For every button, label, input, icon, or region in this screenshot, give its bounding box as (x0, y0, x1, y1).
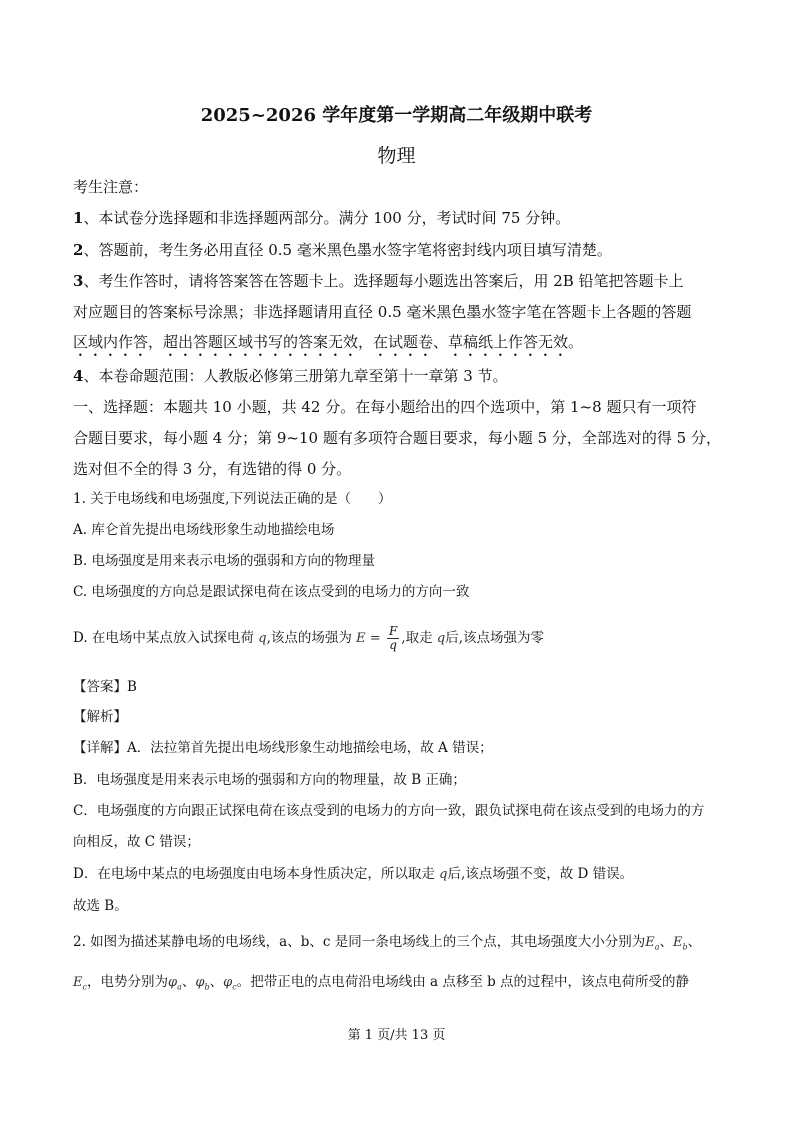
subscript: b (682, 942, 688, 952)
q1-option-d-text-3: ,取走 (401, 630, 433, 646)
charge-symbol: q (439, 867, 448, 882)
q1-option-d-text-2: ,该点的场强为 (266, 630, 352, 646)
q1-detail-a: 【详解】A．法拉第首先提出电场线形象生动地描绘电场，故 A 错误； (73, 740, 493, 756)
field-strength-c (73, 975, 87, 990)
notice-item-text: 、本卷命题范围：人教版必修第三册第九章至第十一章第 3 节。 (83, 367, 508, 385)
q2-line-2 (73, 972, 733, 998)
section-instructions-line-3: 选对但不全的得 3 分，有选错的得 0 分。 (73, 460, 352, 478)
subscript: a (177, 982, 182, 992)
q1-detail-d-text-1: D．在电场中某点的电场强度由电场本身性质决定，所以取走 (73, 866, 435, 882)
q1-detail-d (73, 864, 733, 885)
section-instructions-line-2: 合题目要求，每小题 4 分；第 9~10 题有多项符合题目要求，每小题 5 分，全部选对的得 5 分， (73, 429, 721, 447)
notice-item-3-cont: 对应题目的答案标号涂黑；非选择题请用直径 0.5 毫米黑色墨水签字笔在答题卡上各题的答题 (73, 303, 692, 321)
q2-line-1-text: 2. 如图为描述某静电场的电场线，a、b、c 是同一条电场线上的三个点，其电场强度大小分别为 (73, 934, 646, 950)
separator: 、 (687, 934, 702, 950)
notice-item-1 (73, 208, 733, 228)
subscript: c (82, 982, 87, 992)
q1-option-b: B. 电场强度是用来表示电场的强弱和方向的物理量 (73, 553, 376, 569)
separator: 、 (659, 934, 673, 950)
q1-stem: 1. 关于电场线和电场强度,下列说法正确的是（ ） (73, 491, 392, 507)
notice-item-3-cont-emphasis: 区域内作答，超出答题区域书写的答案无效，在试题卷、草稿纸上作答无效。 (73, 333, 584, 351)
charge-symbol: q (258, 631, 267, 646)
potential-b (195, 975, 209, 990)
exam-subject: 物理 (377, 145, 416, 167)
q1-answer: 【答案】B (73, 679, 137, 695)
field-formula-fraction (387, 625, 399, 652)
field-strength-b (673, 935, 688, 950)
q2-line-1 (73, 932, 733, 958)
notice-item-number: 1 (73, 209, 84, 227)
section-instructions-line-1: 一、选择题：本题共 10 小题，共 42 分。在每小题给出的四个选项中，第 1~8 题只有一项符 (73, 398, 697, 416)
notice-item-number: 4 (73, 367, 84, 385)
notice-item-text: 、本试卷分选择题和非选择题两部分。满分 100 分，考试时间 75 分钟。 (83, 209, 571, 227)
q1-conclusion: 故选 B。 (73, 898, 128, 914)
charge-symbol: q (436, 631, 446, 646)
q2-line-2-text-1: ，电势分别为 (86, 974, 168, 990)
page-number: 第 1 页/共 13 页 (347, 1028, 446, 1043)
notice-item-4 (73, 366, 733, 386)
notice-item-number: 3 (73, 272, 84, 290)
field-strength-a (645, 935, 659, 950)
subscript: c (232, 982, 237, 992)
notice-heading: 考生注意： (73, 178, 149, 196)
q1-option-d-text-4: 后,该点场强为零 (445, 630, 545, 646)
exam-title: 2025~2026 学年度第一学期高二年级期中联考 (200, 105, 593, 126)
q1-detail-b: B．电场强度是用来表示电场的强弱和方向的物理量，故 B 正确； (73, 772, 466, 788)
symbol: E (645, 935, 655, 950)
symbol: E (73, 975, 83, 990)
subscript: b (204, 982, 210, 992)
q1-option-d (73, 625, 733, 652)
symbol: φ (195, 975, 205, 990)
q2-line-2-text-2: 。把带正电的点电荷沿电场线由 a 点移至 b 点的过程中，该点电荷所受的静 (236, 974, 690, 990)
q1-detail-c-cont: 向相反，故 C 错误； (73, 834, 200, 850)
notice-item-3 (73, 271, 733, 291)
subscript: a (654, 942, 660, 952)
notice-item-2 (73, 240, 733, 260)
notice-item-number: 2 (73, 241, 84, 259)
q1-detail-d-text-2: 后,该点场强不变，故 D 错误。 (447, 866, 634, 882)
notice-item-text: 、答题前，考生务必用直径 0.5 毫米黑色墨水签字笔将密封线内项目填写清楚。 (83, 241, 612, 259)
separator: 、 (181, 974, 196, 990)
q1-analysis-label: 【解析】 (73, 709, 127, 725)
fraction-numerator: F (388, 624, 398, 638)
symbol: φ (167, 975, 178, 990)
symbol: φ (223, 975, 233, 990)
q1-option-c: C. 电场强度的方向总是跟试探电荷在该点受到的电场力的方向一致 (73, 584, 470, 600)
symbol: E (673, 935, 683, 950)
separator: 、 (209, 974, 224, 990)
notice-item-text: 、考生作答时，请将答案答在答题卡上。选择题每小题选出答案后，用 2B 铅笔把答题卡上 (83, 272, 684, 290)
field-formula-lhs: E = (356, 631, 381, 646)
q1-detail-c: C．电场强度的方向跟正试探电荷在该点受到的电场力的方向一致，跟负试探电荷在该点受到的电场力的方 (73, 803, 705, 819)
q1-option-a: A. 库仑首先提出电场线形象生动地描绘电场 (73, 522, 335, 538)
potential-a (168, 975, 182, 990)
q1-option-d-text-1: D. 在电场中某点放入试探电荷 (73, 630, 254, 646)
potential-c (223, 975, 237, 990)
fraction-denominator: q (389, 638, 397, 652)
